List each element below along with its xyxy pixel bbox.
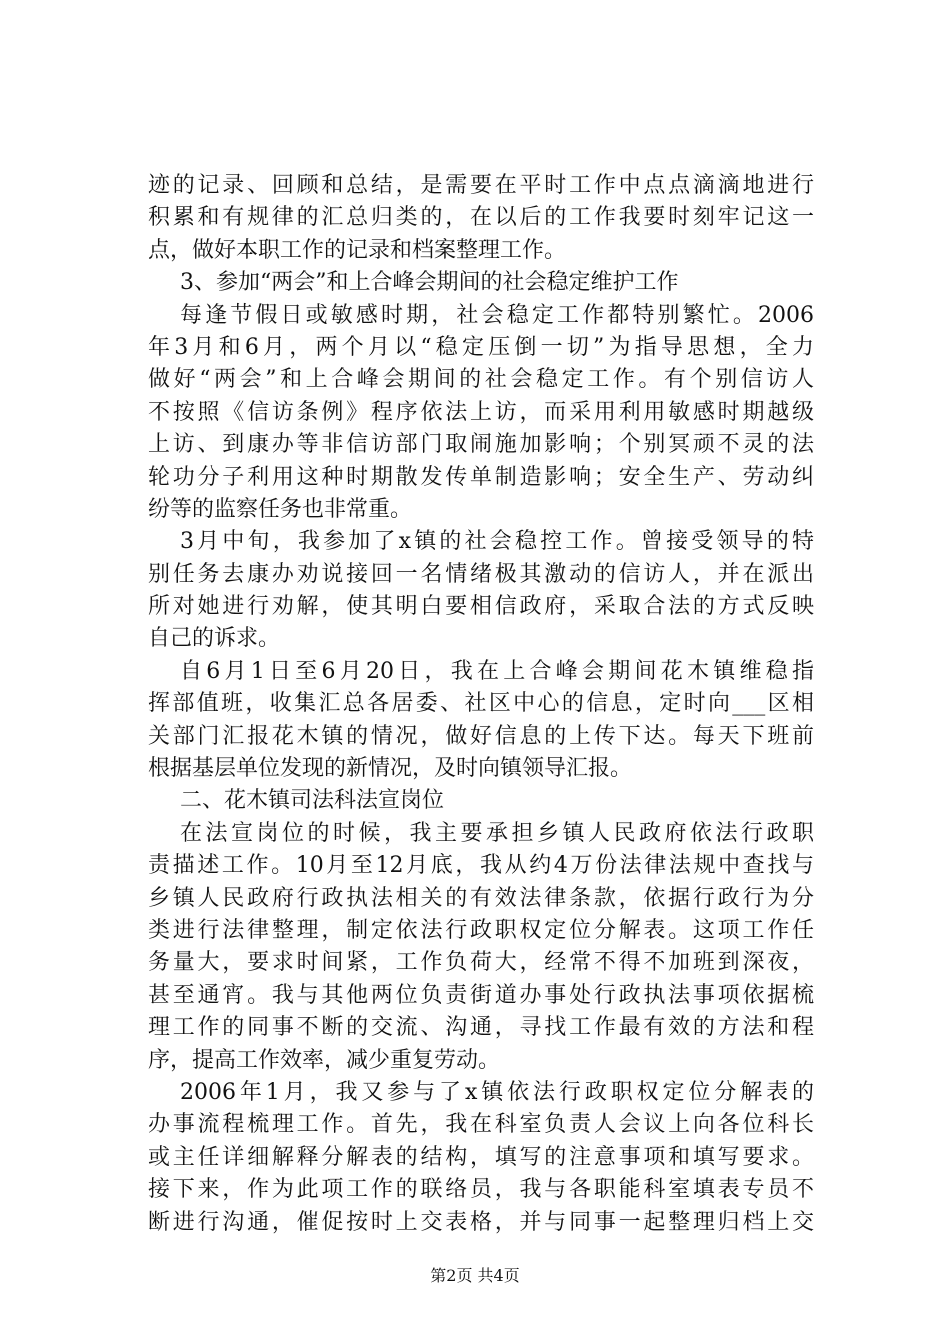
text-line: 理工作的同事不断的交流、沟通，寻找工作最有效的方法和程 [148,1015,814,1041]
text-line: 积累和有规律的汇总归类的，在以后的工作我要时刻牢记这一 [148,205,814,231]
text-line: 断进行沟通，催促按时上交表格，并与同事一起整理归档上交 [148,1209,814,1235]
text-line: 年3月和6月，两个月以“稳定压倒一切”为指导思想，全力 [148,334,814,360]
page-footer: 第2页 共4页 [430,1266,520,1285]
text-line: 每逢节假日或敏感时期，社会稳定工作都特别繁忙。2006 [180,302,814,328]
text-line: 轮功分子利用这种时期散发传单制造影响；安全生产、劳动纠 [148,464,814,490]
text-line: 纷等的监察任务也非常重。 [148,496,413,522]
text-line: 2006年1月，我又参与了x镇依法行政职权定位分解表的 [180,1079,814,1105]
text-line: 3月中旬，我参加了x镇的社会稳控工作。曾接受领导的特 [180,529,814,555]
text-line: 责描述工作。10月至12月底，我从约4万份法律法规中查找与 [148,853,814,879]
text-line: 类进行法律整理，制定依法行政职权定位分解表。这项工作任 [148,917,814,943]
text-line: 接下来，作为此项工作的联络员，我与各职能科室填表专员不 [148,1177,814,1203]
text-line: 所对她进行劝解，使其明白要相信政府，采取合法的方式反映 [148,594,814,620]
text-line: 不按照《信访条例》程序依法上访，而采用利用敏感时期越级 [148,399,814,425]
text-line: 别任务去康办劝说接回一名情绪极其激动的信访人，并在派出 [148,561,814,587]
text-line: 自己的诉求。 [148,626,281,652]
text-line: 办事流程梳理工作。首先，我在科室负责人会议上向各位科长 [148,1112,814,1138]
text-line: 乡镇人民政府行政执法相关的有效法律条款，依据行政行为分 [148,885,814,911]
text-line: 点，做好本职工作的记录和档案整理工作。 [148,237,567,263]
text-line: 迹的记录、回顾和总结，是需要在平时工作中点点滴滴地进行 [148,173,814,198]
text-line: 务量大，要求时间紧，工作负荷大，经常不得不加班到深夜， [148,950,814,976]
text-line: 3、参加“两会”和上合峰会期间的社会稳定维护工作 [180,270,679,296]
text-line: 上访、到康办等非信访部门取闹施加影响；个别冥顽不灵的法 [148,432,814,458]
text-line: 二、花木镇司法科法宣岗位 [180,788,445,814]
text-line: 关部门汇报花木镇的情况，做好信息的上传下达。每天下班前 [148,723,814,749]
text-line: 或主任详细解释分解表的结构，填写的注意事项和填写要求。 [148,1144,814,1170]
text-line: 做好“两会”和上合峰会期间的社会稳定工作。有个别信访人 [148,367,814,393]
text-line: 根据基层单位发现的新情况，及时向镇领导汇报。 [148,756,633,782]
text-line: 甚至通宵。我与其他两位负责街道办事处行政执法事项依据梳 [148,982,814,1008]
text-line: 在法宣岗位的时候，我主要承担乡镇人民政府依法行政职 [180,820,814,846]
text-line: 自6月1日至6月20日，我在上合峰会期间花木镇维稳指 [180,658,814,684]
text-line: 序，提高工作效率，减少重复劳动。 [148,1047,501,1073]
text-line: 挥部值班，收集汇总各居委、社区中心的信息，定时向___区相 [148,691,814,717]
document-body [148,170,814,1239]
